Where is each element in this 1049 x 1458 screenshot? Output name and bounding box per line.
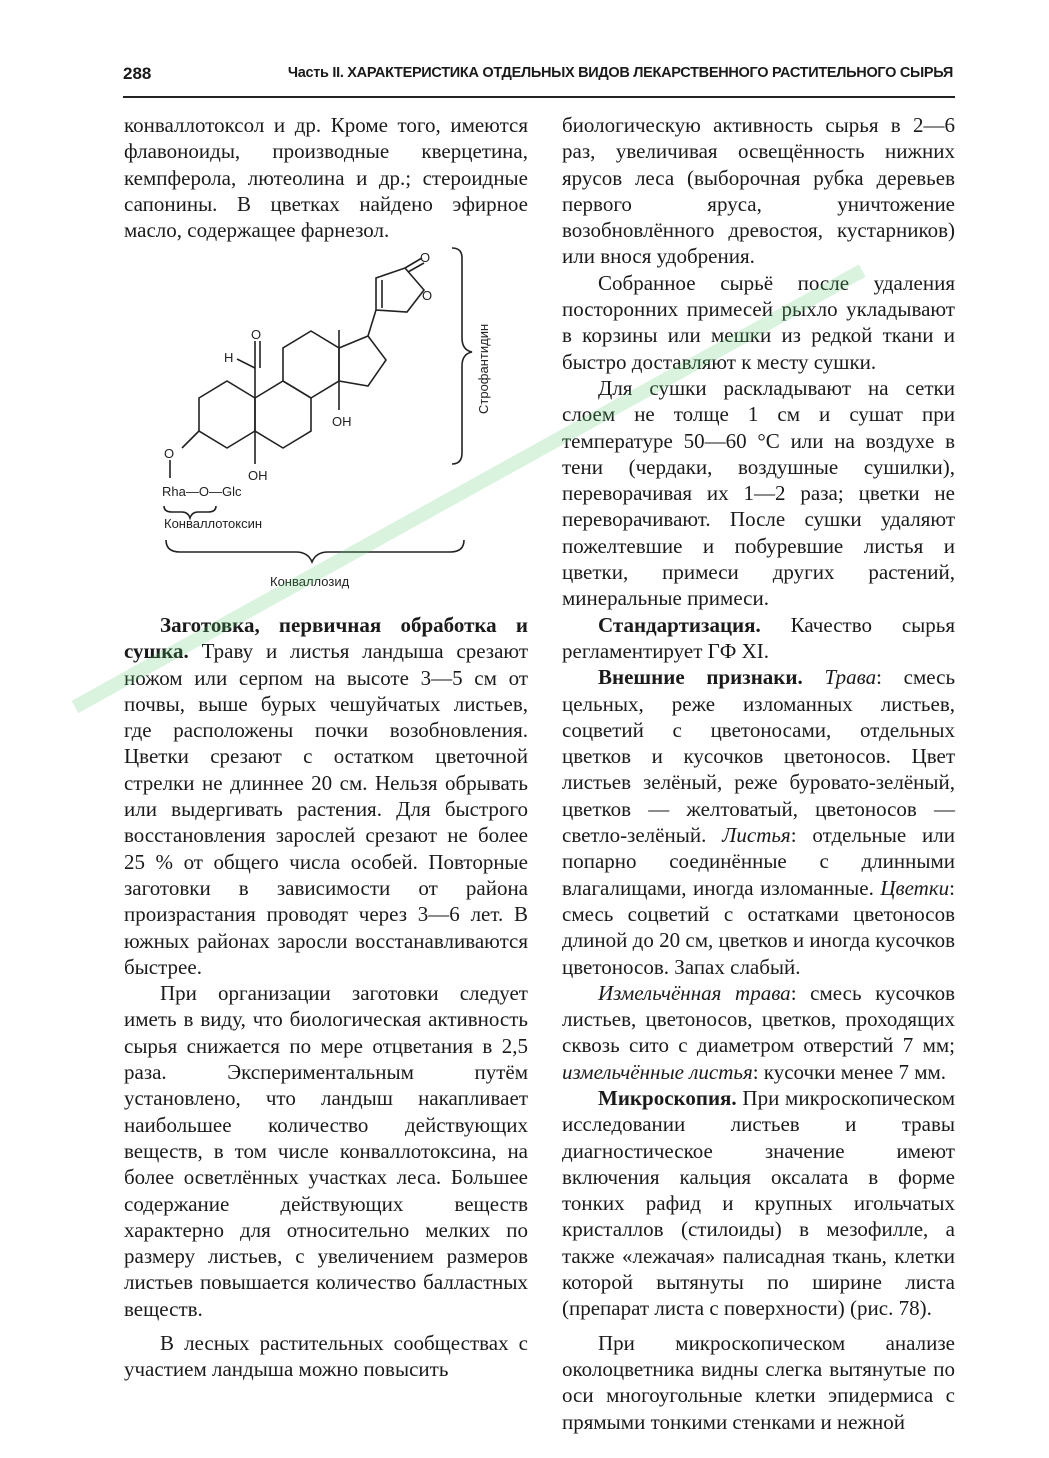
organization-paragraph: При организации заготовки следует иметь в виду, что биологическая активность сырья снижается по мере отцветания в 2,5 раза. Экспериментальным путём установлено, что ландыш накапливает наибольшее количество действующих веществ, в том числе конваллотоксина, на более осветлённых участках леса. Большее содержание действующих веществ характерно для относительно мелких по размеру листьев, с увеличением размеров листьев повышается количество балластных веществ.: [124, 981, 528, 1321]
label-oh-c14: OH: [332, 414, 352, 429]
left-intro-paragraph: конваллотоксол и др. Кроме того, имеются флавоноиды, производные кверцетина, кемпферола, лютеолина и др.; стероидные сапонины. В цветках найдено эфирное масло, содержащее фарнезол.: [124, 113, 528, 243]
ring-a: [199, 381, 255, 448]
harvest-text: Траву и листья ландыша срезают ножом или серпом на высоте 3—5 см от почвы, выше бурых чешуйчатых листьев, где расположены почки возобновления. Цветки срезают с остатком цветочной стрелки не длиннее 20 см. Нельзя обрывать или выдергивать растения. Для быстрого восстановления зарослей срезают не более 25 % от общего числа особей. Повторные заготовки в зависимости от района произрастания проводят через 3—6 лет. В южных районах заросли восстанавливаются быстрее.: [124, 639, 528, 979]
drying-paragraph: Для сушки раскладывают на сетки слоем не толще 1 см и сушат при температуре 50—60 °С или на воздухе в тени (чердаки, воздушные сушилки), переворачивая их 1—2 раза; цветки не переворачивают. После сушки удаляют пожелтевшие и побуревшие листья и цветки, примеси других растений, минеральные примеси.: [562, 375, 955, 611]
running-title: Часть II. ХАРАКТЕРИСТИКА ОТДЕЛЬНЫХ ВИДОВ ЛЕКАРСТВЕННОГО РАСТИТЕЛЬНОГО СЫРЬЯ: [287, 65, 953, 81]
label-oh-c5: OH: [248, 468, 268, 483]
label-glycoside-o: O: [164, 446, 175, 461]
lactone-ring: [376, 268, 424, 312]
chemical-structure-figure: [124, 238, 528, 600]
herb-label: Трава: [824, 665, 877, 690]
flowers-text: : смесь соцветий с остатками цветоносов длиной до 20 см, цветков и иногда кусочков цветоносов. Запах слабый.: [562, 875, 955, 979]
standardization-heading: Стандартизация.: [598, 612, 761, 637]
harvest-paragraph: [124, 612, 528, 980]
standardization-paragraph: [562, 612, 955, 665]
leaves-text: : отдельные или попарно соединённые с длинными влагалищами, иногда изломанные.: [562, 823, 955, 900]
ring-d: [339, 336, 386, 386]
microscopy-heading: Микроскопия.: [598, 1085, 737, 1110]
c3-o-bond: [182, 431, 199, 448]
external-features-paragraph: [562, 664, 955, 980]
label-sugar-chain: Rha—O—Glc: [162, 484, 242, 499]
label-lactone-ring-o: O: [422, 288, 433, 303]
label-strophanthidin: Строфантидин: [476, 323, 491, 414]
structure-labels: [162, 250, 491, 589]
flowers-label: Цветки: [880, 875, 950, 900]
strophanthidin-brace: [452, 248, 472, 464]
external-features-heading: Внешние признаки.: [598, 665, 803, 690]
structure-svg: [124, 238, 528, 600]
cho-h-bond: [237, 359, 255, 368]
convalloside-brace: [166, 540, 464, 562]
crushed-leaves-label: измельчённые листья: [562, 1059, 753, 1084]
crushed-leaves-text: : кусочки менее 7 мм.: [752, 1059, 947, 1084]
label-aldehyde-o: O: [251, 327, 262, 342]
crushed-herb-text: : смесь кусочков листьев, цветоносов, цветков, проходящих сквозь сито с диаметром отверстий 7 мм;: [562, 980, 955, 1058]
collected-paragraph: Собранное сырьё после удаления посторонних примесей рыхло укладывают в корзины или мешки из редкой ткани и быстро доставляют к месту сушки.: [562, 270, 955, 374]
forest-paragraph: В лесных растительных сообществах с участием ландыша можно повысить: [124, 1331, 528, 1382]
page-header: [123, 60, 955, 98]
microscopy-text: При микроскопическом исследовании листьев и травы диагностическое значение имеют включения кальция оксалата в форме тонких рафид и крупных игольчатых кристаллов (стилоиды) в мезофилле, а также «лежачая» палисадная ткань, клетки которой вытянуты по ширине листа (препарат листа с поверхности) (рис. 78).: [562, 1085, 955, 1321]
standardization-text: Качество сырья регламентирует ГФ XI.: [562, 612, 955, 663]
right-column: [562, 112, 955, 1435]
left-column-top: [124, 112, 528, 243]
label-convallotoxin: Конваллотоксин: [164, 516, 263, 531]
crushed-paragraph: [562, 980, 955, 1085]
c17-lactone-bond: [368, 310, 376, 336]
microscopy-paragraph: [562, 1085, 955, 1322]
label-h: H: [224, 350, 234, 365]
label-lactone-carbonyl-o: O: [420, 250, 431, 265]
harvest-heading: Заготовка, первичная обработка и сушка.: [124, 613, 528, 664]
ring-b: [255, 381, 311, 448]
activity-paragraph: биологическую активность сырья в 2—6 раз, увеличивая освещённость нижних ярусов леса (выборочная рубка деревьев первого яруса, уничтожение возобновлённого древостоя, кустарников) или внося удобрения.: [562, 113, 955, 269]
leaves-label: Листья: [722, 823, 791, 848]
perianth-paragraph: При микроскопическом анализе околоцветника видны слегка вытянутые по оси многоугольные клетки эпидермиса с прямыми тонкими стенками и нежной: [562, 1330, 955, 1434]
ring-c: [283, 331, 339, 398]
label-convalloside: Конваллозид: [270, 574, 350, 589]
crushed-herb-label: Измельчённая трава: [598, 980, 791, 1005]
herb-text: : смесь цельных, реже изломанных листьев, соцветий с цветоносами, отдельных цветков и кусочков цветоносов. Цвет листьев зелёный, реже буровато-зелёный, цветков — желтоватый, цветоносов — светло-зелёный.: [562, 665, 956, 848]
left-column-bottom: [124, 612, 528, 1383]
page-number: 288: [123, 64, 152, 83]
